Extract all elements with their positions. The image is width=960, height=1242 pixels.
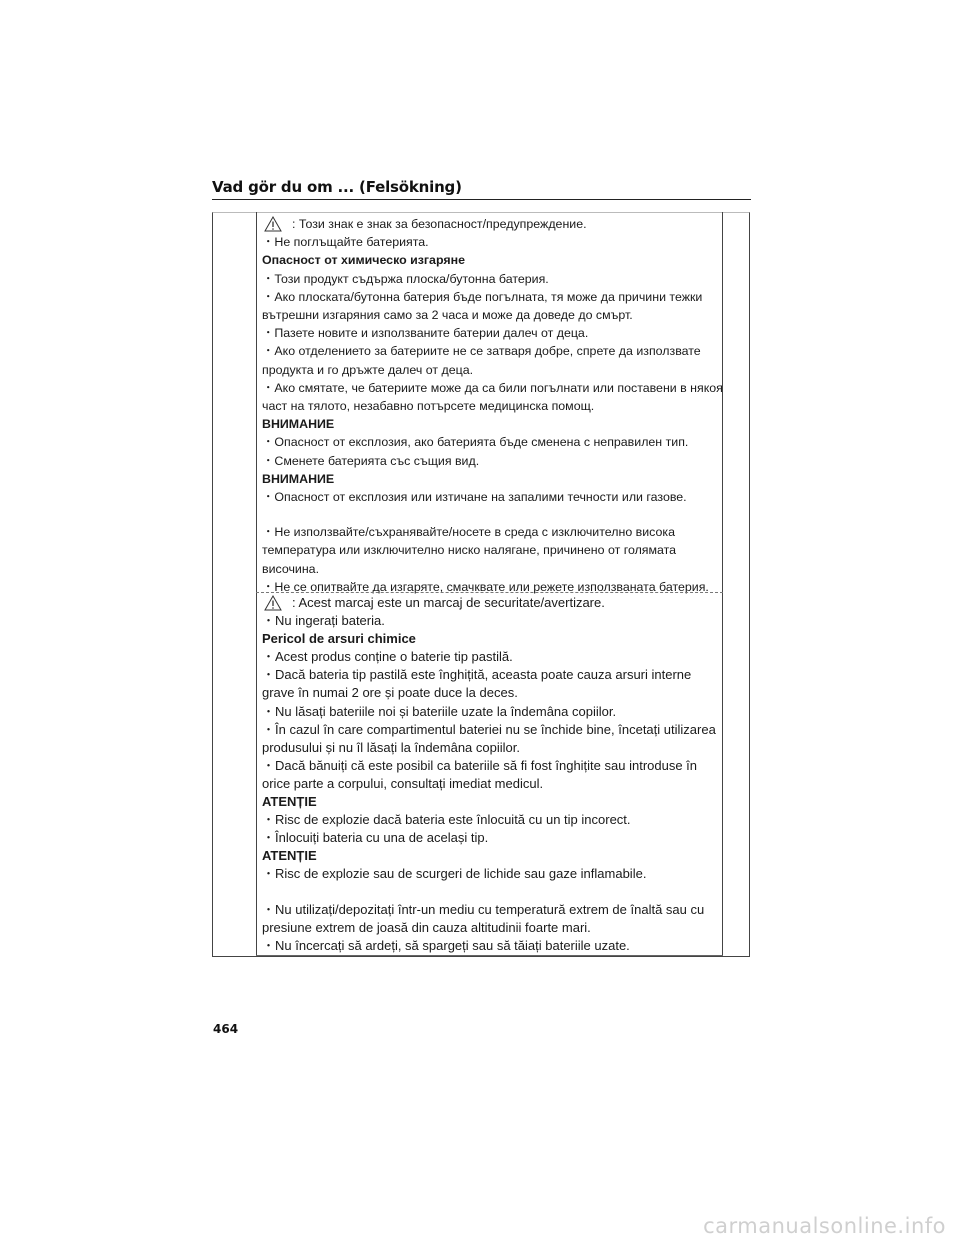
text-line: ・Dacă bănuiți că este posibil ca bateriile să fi fost înghițite sau introduse în <box>262 757 698 773</box>
text-line: orice parte a corpului, consultați imediat medicul. <box>262 775 544 791</box>
text-line: височина. <box>262 561 320 576</box>
bulgarian-warning-lines <box>262 233 722 596</box>
warning-triangle-icon <box>264 216 282 232</box>
section-heading: ATENȚIE <box>262 794 317 810</box>
warning-triangle-icon <box>264 595 282 611</box>
section-heading: ВНИМАНИЕ <box>262 417 335 432</box>
text-line: ・Този продукт съдържа плоска/бутонна батерия. <box>262 271 549 286</box>
page-number: 464 <box>213 1022 239 1036</box>
text-line: ・Опасност от експлозия или изтичане на запалими течности или газове. <box>262 490 687 505</box>
bulgarian-warning-symbol-text: : Този знак е знак за безопасност/предупреждение. <box>292 217 587 231</box>
text-line: вътрешни изгаряния само за 2 часа и може да доведе до смърт. <box>262 308 633 323</box>
text-line: ・Acest produs conține o baterie tip pastilă. <box>262 649 513 665</box>
text-line: част на тялото, незабавно потърсете медицинска помощ. <box>262 399 595 414</box>
text-line: ・Не използвайте/съхранявайте/носете в среда с изключително висока <box>262 525 675 540</box>
text-line: ・Nu utilizați/depozitați într-un mediu cu temperatură extrem de înaltă sau cu <box>262 901 705 917</box>
page-header-title: Vad gör du om ... (Felsökning) <box>212 178 462 196</box>
header-rule <box>212 199 751 200</box>
bulgarian-warning-header <box>264 215 722 233</box>
text-line: ・Nu încercați să ardeți, să spargeți sau să tăiați bateriile uzate. <box>262 937 630 953</box>
section-heading: ВНИМАНИЕ <box>262 471 335 486</box>
text-line: produsului și nu îl lăsați la îndemâna copiilor. <box>262 739 520 755</box>
watermark-text: carmanualsonline.info <box>703 1214 946 1238</box>
text-line: ・Пазете новите и използваните батерии далеч от деца. <box>262 326 589 341</box>
text-line: ・Не поглъщайте батерията. <box>262 235 429 250</box>
bulgarian-warning-section <box>256 215 722 593</box>
text-line: ・Nu ingerați bateria. <box>262 613 385 629</box>
text-line: ・Risc de explozie sau de scurgeri de lichide sau gaze inflamabile. <box>262 866 647 882</box>
text-line: температура или изключително ниско налягане, причинено от голямата <box>262 543 677 558</box>
text-line: ・Ако плоската/бутонна батерия бъде погълната, тя може да причини тежки <box>262 289 703 304</box>
text-line: ・Înlocuiți bateria cu una de același tip. <box>262 830 489 846</box>
text-line: ・Не се опитвайте да изгаряте, смачквате или режете използваната батерия. <box>262 579 709 594</box>
text-line: ・Сменете батерията със същия вид. <box>262 453 480 468</box>
section-separator <box>256 592 723 593</box>
romanian-warning-symbol-text: : Acest marcaj este un marcaj de securitate/avertizare. <box>292 595 605 610</box>
section-bottom-rule <box>256 955 723 956</box>
text-line: grave în numai 2 ore și poate duce la deces. <box>262 685 518 701</box>
section-heading: Опасност от химическо изгаряне <box>262 253 465 268</box>
table-right-column-line <box>722 212 723 957</box>
text-line: ・Dacă bateria tip pastilă este înghițită, aceasta poate cauza arsuri interne <box>262 667 692 683</box>
section-heading: Pericol de arsuri chimice <box>262 631 416 647</box>
romanian-warning-header <box>264 594 722 612</box>
text-line: ・Ако смятате, че батериите може да са били погълнати или поставени в някоя <box>262 380 723 395</box>
text-line: ・Risc de explozie dacă bateria este înlocuită cu un tip incorect. <box>262 812 631 828</box>
text-line: ・Ако отделението за батериите не се затваря добре, спрете да използвате <box>262 344 701 359</box>
text-line: presiune extrem de joasă din cauza altitudinii foarte mari. <box>262 919 591 935</box>
romanian-warning-section <box>256 594 722 956</box>
section-heading: ATENȚIE <box>262 848 317 864</box>
text-line: ・Nu lăsați bateriile noi și bateriile uzate la îndemâna copiilor. <box>262 703 617 719</box>
text-line: ・Опасност от експлозия, ако батерията бъде сменена с неправилен тип. <box>262 435 689 450</box>
text-line: продукта и го дръжте далеч от деца. <box>262 362 474 377</box>
text-line: ・În cazul în care compartimentul bateriei nu se închide bine, încetați utilizarea <box>262 721 716 737</box>
romanian-warning-lines <box>262 612 722 955</box>
